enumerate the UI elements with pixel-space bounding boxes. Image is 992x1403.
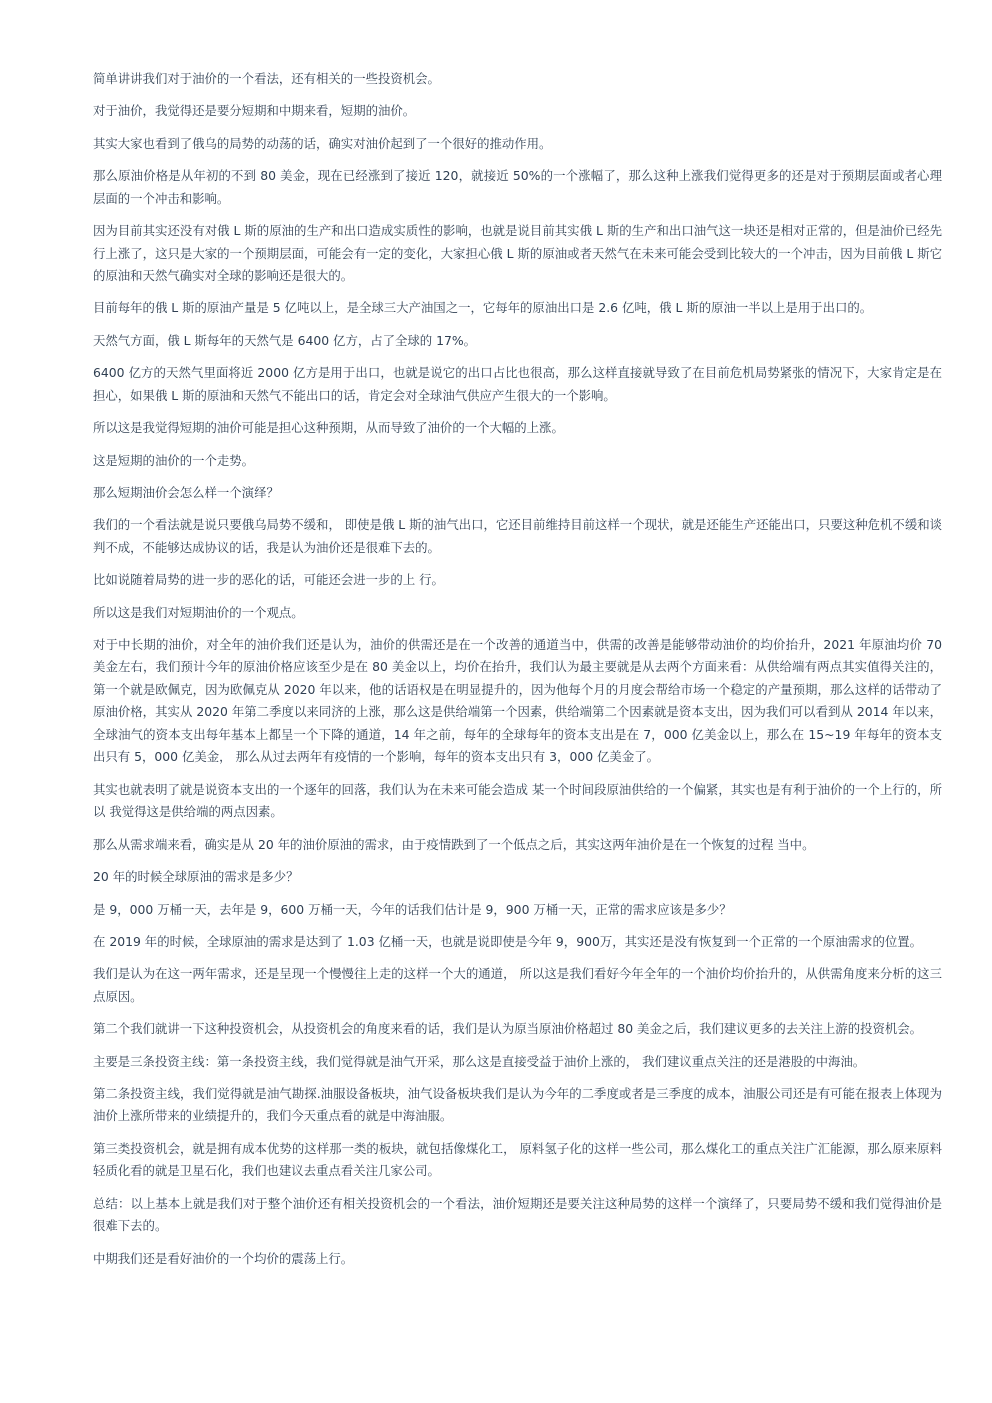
paragraph-3: 其实大家也看到了俄乌的局势的动荡的话，确实对油价起到了一个很好的推动作用。 (93, 135, 552, 151)
paragraph-7: 天然气方面，俄 L 斯每年的天然气是 6400 亿方，占了全球的 17%。 (93, 332, 477, 348)
paragraph-25: 第三类投资机会，就是拥有成本优势的这样那一类的板块，就包括像煤化工， 原料氢子化的这样一些公司，那么煤化工的重点关注广汇能源，那么原来原料轻质化看的就是卫星石化，我们也建议去重点看关注几家公司。 (93, 1140, 942, 1179)
paragraph-27: 中期我们还是看好油价的一个均价的震荡上行。 (93, 1250, 354, 1266)
paragraph-6: 目前每年的俄 L 斯的原油产量是 5 亿吨以上，是全球三大产油国之一，它每年的原油出口是 2.6 亿吨，俄 L 斯的原油一半以上是用于出口的。 (93, 300, 873, 316)
paragraph-22: 第二个我们就讲一下这种投资机会，从投资机会的角度来看的话，我们是认为原当原油价格超过 80 美金之后，我们建议更多的去关注上游的投资机会。 (93, 1021, 923, 1037)
paragraph-13: 比如说随着局势的进一步的恶化的话，可能还会进一步的上 行。 (93, 572, 444, 588)
paragraph-9: 所以这是我觉得短期的油价可能是担心这种预期，从而导致了油价的一个大幅的上涨。 (93, 420, 564, 436)
paragraph-12: 我们的一个看法就是说只要俄乌局势不缓和， 即使是俄 L 斯的油气出口，它还目前维持目前这样一个现状，就是还能生产还能出口，只要这种危机不缓和谈判不成，不能够达成协议的话，我是认为油价还是很难下去的。 (93, 517, 942, 555)
paragraph-10: 这是短期的油价的一个走势。 (93, 452, 255, 468)
paragraph-26: 总结：以上基本上就是我们对于整个油价还有相关投资机会的一个看法，油价短期还是要关注这种局势的这样一个演绎了，只要局势不缓和我们觉得油价是很难下去的。 (93, 1195, 942, 1234)
paragraph-17: 那么从需求端来看，确实是从 20 年的油价原油的需求，由于疫情跌到了一个低点之后，其实这两年油价是在一个恢复的过程 当中。 (93, 836, 815, 852)
paragraph-8: 6400 亿方的天然气里面将近 2000 亿方是用于出口，也就是说它的出口占比也很高，那么这样直接就导致了在目前危机局势紧张的情况下，大家肯定是在担心，如果俄 L 斯的原油和天然气不能出口的话，肯定会对全球油气供应产生很大的一个影响。 (93, 365, 942, 403)
paragraph-16: 其实也就表明了就是说资本支出的一个逐年的回落，我们认为在未来可能会造成 某一个时间段原油供给的一个偏紧，其实也是有利于油价的一个上行的，所以 我觉得这是供给端的两点因素。 (93, 781, 942, 820)
paragraph-18: 20 年的时候全球原油的需求是多少？ (93, 869, 299, 885)
paragraph-4: 那么原油价格是从年初的不到 80 美金，现在已经涨到了接近 120，就接近 50%的一个涨幅了，那么这种上涨我们觉得更多的还是对于预期层面或者心理层面的一个冲击和影响。 (93, 168, 942, 206)
paragraph-21: 我们是认为在这一两年需求，还是呈现一个慢慢往上走的这样一个大的通道， 所以这是我们看好今年全年的一个油价均价抬升的，从供需角度来分析的这三点原因。 (93, 966, 942, 1004)
paragraph-15: 对于中长期的油价，对全年的油价我们还是认为，油价的供需还是在一个改善的通道当中，供需的改善是能够带动油价的均价抬升，2021 年原油均价 70 美金左右，我们预计今年的原油价格应该至少是在 80 美金以上，均价在抬升，我们认为最主要就是从去两个方面来看：从供给端有两点其实值得关注的，第一个就是欧佩克，因为欧佩克从 2020 年以来，他的话语权是在明显提升的，因为他每个月的月度会帮给市场一个稳定的产量预期，那么这样的话带动了原油价格，其实从 2020 年第二季度以来同济的上涨，那么这是供给端第一个因素，供给端第二个因素就是资本支出，因为我们可以看到从 2014 年以来，全球油气的资本支出每年基本上都呈一个下降的通道，14 年之前，每年的全球每年的资本支出是在 7，000 亿美金以上，那么在 15~19 年每年的资本支出只有 5，000 亿美金， 那么从过去两年有疫情的一个影响，每年的资本支出只有 3，000 亿美金了。 (93, 636, 942, 765)
paragraph-2: 对于油价，我觉得还是要分短期和中期来看，短期的油价。 (93, 103, 416, 119)
paragraph-24: 第二条投资主线，我们觉得就是油气勘探.油服设备板块，油气设备板块我们是认为今年的二季度或者是三季度的成本，油服公司还是有可能在报表上体现为油价上涨所带来的业绩提升的，我们今天重点看的就是中海油服。 (93, 1085, 942, 1124)
paragraph-5: 因为目前其实还没有对俄 L 斯的原油的生产和出口造成实质性的影响，也就是说目前其实俄 L 斯的生产和出口油气这一块还是相对正常的，但是油价已经先行上涨了，这只是大家的一个预期层面，可能会有一定的变化，大家担心俄 L 斯的原油或者天然气在未来可能会受到比较大的一个冲击，因为目前俄 L 斯它的原油和天然气确实对全球的影响还是很大的。 (93, 223, 942, 284)
paragraph-11: 那么短期油价会怎么样一个演绎？ (93, 484, 279, 500)
paragraph-23: 主要是三条投资主线：第一条投资主线，我们觉得就是油气开采，那么这是直接受益于油价上涨的， 我们建议重点关注的还是港股的中海油。 (93, 1053, 866, 1069)
paragraph-19: 是 9，000 万桶一天，去年是 9，600 万桶一天，今年的话我们估计是 9，900 万桶一天，正常的需求应该是多少？ (93, 901, 732, 917)
paragraph-14: 所以这是我们对短期油价的一个观点。 (93, 604, 304, 620)
paragraph-20: 在 2019 年的时候，全球原油的需求是达到了 1.03 亿桶一天，也就是说即使是今年 9，900万，其实还是没有恢复到一个正常的一个原油需求的位置。 (93, 933, 923, 949)
paragraph-1: 简单讲讲我们对于油价的一个看法，还有相关的一些投资机会。 (93, 71, 440, 86)
